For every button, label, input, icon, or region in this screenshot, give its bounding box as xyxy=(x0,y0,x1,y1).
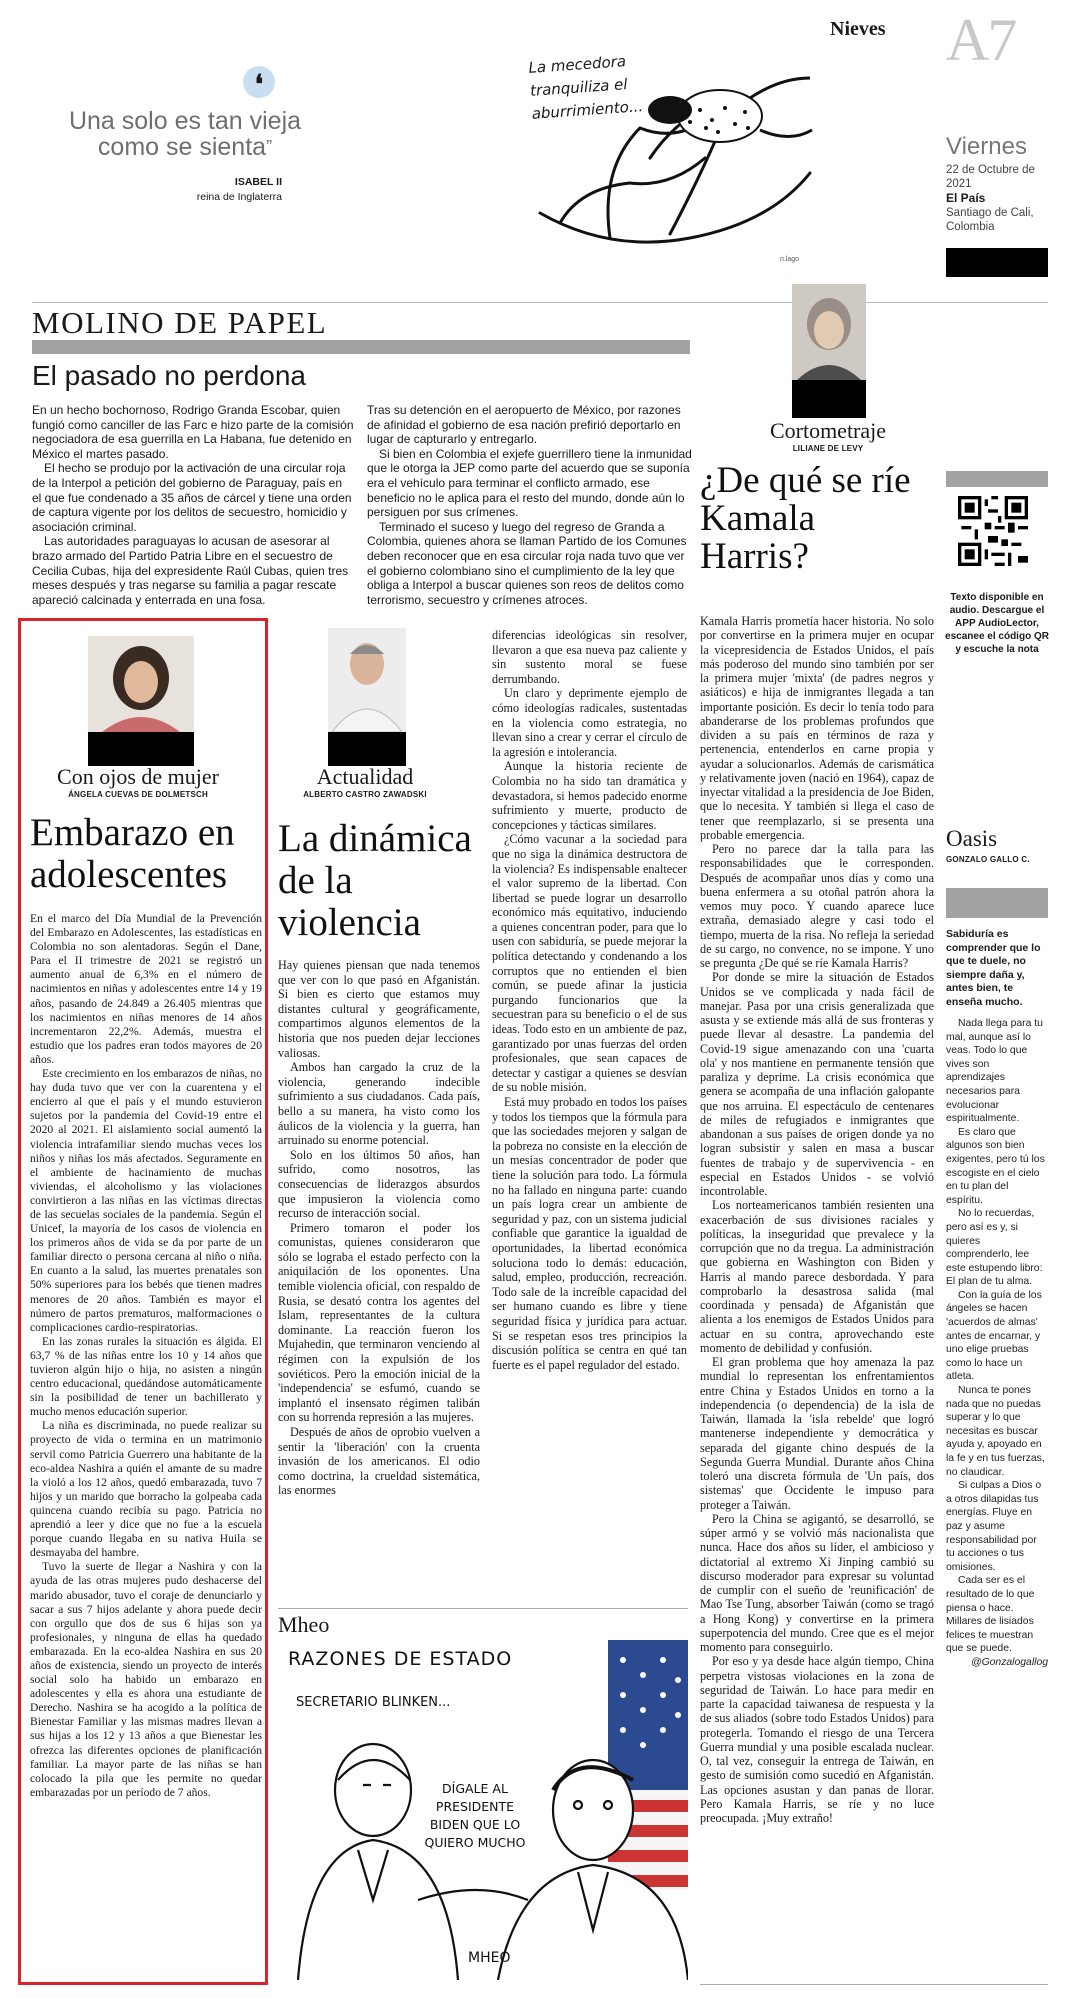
actualidad-headline: La dinámica de la violencia xyxy=(278,817,472,944)
cartoon-signature: n.lago xyxy=(780,256,800,263)
section-title: MOLINO DE PAPEL xyxy=(32,305,328,340)
oasis-author: GONZALO GALLO C. xyxy=(946,855,1030,864)
mheo-label: Mheo xyxy=(278,1612,330,1637)
date: 22 de Octubre de 2021 xyxy=(946,164,1035,190)
editorial-col-1: En un hecho bochornoso, Rodrigo Granda Escobar, quien fungió como canciller de las Farc e hizo parte de la comisión negociadora de esa guerrilla en La Habana, fue detenido en México el martes pasado. El hecho se produjo por la activación de una circular roja de la Interpol a petición del gobierno de Paraguay, país en el que fue condenado a 35 años de cárcel y tiene una orden de captura vigente por los delitos de secuestro, homicidio y asociación criminal. Las autoridades paraguayas lo acusan de asesorar al brazo armado del Partido Patria Libre en el secuestro de Cecilia Cubas, hija del expresidente Raúl Cubas, quien tres meses después y tras negarse su familia a pagar rescate apareció calcinada y enterrada en una fosa. xyxy=(32,403,354,607)
editorial-title: El pasado no perdona xyxy=(32,360,306,391)
mheo-caption: SECRETARIO BLINKEN... xyxy=(296,1695,451,1710)
cortometraje-body: Kamala Harris prometía hacer historia. No solo por convertirse en la primera mujer en ocupar la vicepresidencia de Estados Unidos, el país más poderoso del mundo sino también por ser la primera mujer 'mixta' (de padres negros y asiáticos) e hija de inmigrantes llegada a tan importante posición. Es decir lo tenía todo para abanderarse de los problemas profundos que dividen a su país en términos de raza y pertenencia, entenderlos en carne propia y ayudar a solucionarlos. Además de carismática y relativamente joven (nació en 1964), capaz de inyectar vitalidad a la presidencia de Joe Biden, que lo necesita. Y también si llega el caso de tener que reemplazarlo, si se presenta una probable emergencia. Pero no parece dar la talla para las responsabilidades que le corresponden. Después de acompañar unos días y como una buena enfermera a su otoñal patrón ahora la vemos muy poco. Y cuando aparece luce extraña, demasiado alegre y casi todo el tiempo, muerta de la risa. No refleja la seriedad de su cargo, no convence, no se impone. Y uno se pregunta ¿De qué se ríe Kamala Harris? Por donde se mire la situación de Estados Unidos se ve complicada y nada fácil de manejar. Pasa por una crisis generalizada que asusta y se extiende más allá de sus fronteras y puede llevar al desastre. La pandemia del Covid-19 sigue amenazando con una 'cuarta ola' y nos mantiene en permanente tensión que paraliza y deprime. La crisis económica que genera se acompaña de una inflación galopante que nos arruina. El espectáculo de centenares de miles de refugiados e inmigrantes que abandonan a sus países de origen donde ya no logran subsistir y salen en masa a buscar fuentes de trabajo y de supervivencia - en especial en Estados Unidos - se volvió incontrolable. Los norteamericanos también resienten una exacerbación de sus divisiones raciales y políticas, la inseguridad que prevalece y la corrupción que no da tregua. La administración que gobierna en Washington con Biden y Harris al mando parece desbordada. Y para comprobarlo la desastrosa salida (mal coordinada y pensada) de Afganistán que alienta a los enemigos de Estados Unidos para actuar en su contra, aprovechando este momento de debilidad y confusión. El gran problema que hoy amenaza la paz mundial lo representan los enfrentamientos entre China y Estados Unidos en torno a la independencia (o dependencia) de la isla de Taiwán, llamada la 'isla rebelde' que logró mantenerse independiente y democrática y separada del gigante chino después de la Segunda Guerra Mundial. Durante años China toleró una discreta fórmula de 'Un país, dos sistemas' que Occidente le impuso para proteger a Taiwán. Pero la China se agigantó, se desarrolló, se súper armó y se volvió más nacionalista que nunca. Hace dos años su líder, el ambicioso y dictatorial al extremo Xi Jinping cambió su discurso moderador para expresar su voluntad de cumplir con el sueño de 'reunificación' de Mao Tse Tung, absorber Taiwán (como se tragó a Hong Kong) y convertirse en la primera superpotencia del mundo. Cree que es el mejor momento para conseguirlo. Por eso y ya desde hace algún tiempo, China perpetra vistosas violaciones en la zona de seguridad de Taiwán. Lo hace para medir en parte la capacidad taiwanesa de respuesta y la de sus aliados (sobre todo Estados Unidos) para protegerla. Tomando el riesgo de una Tercera Guerra mundial y una posible escalada nuclear. O, tal vez, conseguir la entrega de Taiwán, en gesto de sumisión como sucedió en Afganistán. Las opciones asustan y dan panas de llorar. Pero Kamala Harris, se ríe y no luce preocupada. ¡Muy extraño! xyxy=(700,614,934,1825)
actualidad-author: ALBERTO CASTRO ZAWADSKI xyxy=(303,790,427,799)
qr-code[interactable] xyxy=(958,496,1028,566)
actualidad-body-col-1: Hay quienes piensan que nada tenemos que ver con lo que pasó en Afganistán. Si bien es cierto que estamos muy distantes cultural y geográficamente, compartimos algunos elementos de la historia que nos pueden dejar lecciones valiosas. Ambos han cargado la cruz de la violencia, generando indecible sufrimiento a sus ciudadanos. Cada país, bello a su manera, ha visto como los áulicos de la violencia y la guerra, han arruinado su enorme potencial. Solo en los últimos 50 años, han sufrido, como nosotros, las consecuencias de liderazgos absurdos que impusieron la violencia como recurso de interacción social. Primero tomaron el poder los comunistas, quienes consideraron que sólo se lograba el estado perfecto con la aniquilación de los oponentes. Una temible violencia oficial, con respaldo de Rusia, se desató contra los agentes del Islam, representantes de la cultura dominante. La reacción fueron los Mujahedin, que terminaron venciendo al régimen con la expulsión de los soviéticos. Pero la emoción inicial de la 'independencia' se esfumó, cuando se implantó el insensato régimen talibán con su horrenda represión a las mujeres. Después de años de oprobio vuelven a sentir la 'liberación' con la cruenta invasión de los americanos. El odio como doctrina, la crueldad sistemática, las enormes xyxy=(278,958,480,1498)
cortometraje-column: Cortometraje xyxy=(769,418,887,443)
sidebar-top-bar xyxy=(946,471,1048,487)
ojos-author: ÁNGELA CUEVAS DE DOLMETSCH xyxy=(68,790,208,799)
cartoon-author: Nieves xyxy=(830,18,886,40)
cartoon-text: La mecedora tranquiliza el aburrimiento... xyxy=(527,52,644,123)
photo-bar xyxy=(88,732,194,766)
top-rule xyxy=(32,302,1048,303)
mheo-signature: MHEO xyxy=(468,1950,511,1966)
section-rule xyxy=(32,340,690,354)
author-photo-liliane xyxy=(792,284,866,380)
actualidad-column: Actualidad xyxy=(316,764,414,789)
actualidad-body-col-2: diferencias ideológicas sin resolver, llevaron a que esa nueva paz caliente y sin sustento moral se fuese derrumbando. Un claro y deprimente ejemplo de cómo ideologías radicales, sustentadas en la violencia como estrategia, no llevan sino a crear y cerrar el círculo de la agresión e intolerancia. Aunque la historia reciente de Colombia no ha sido tan dramática y devastadora, si hemos padecido enorme sufrimiento y muerte, producto de concepciones y tácticas similares. ¿Cómo vacunar a la sociedad para que no siga la dinámica destructora de la violencia? Es indispensable enaltecer el valor supremo de la libertad. Con libertad se puede lograr un desarrollo económico más equitativo, induciendo a quienes concentran poder, para que lo usen con sabiduría, se puede mejorar la política detectando y condenando a los corruptos que no entienden el bien común, se puede afinar la justicia purgando funcionarios que la secuestran para su beneficio o el de sus ideas. Todo esto en un ambiente de paz, garantizado por unas fuerzas del orden profesionales, que sean capaces de detectar y castigar a quienes se desvían de su noble misión. Está muy probado en todos los países y todos los tiempos que la fórmula para que las sociedades mejoren y salgan de la pobreza no consiste en la elección de un mesías concentrador de poder que tiene la solución para todo. La fórmula no ha fallado en ninguna parte: cuando un país logra crear un ambiente de seguridad y paz, con un sistema judicial confiable que garantice la igualdad de oportunidades, la libertad económica soluciona todo lo demás: educación, salud, empleo, producción, recreación. Todo sale de la increíble capacidad del ser humano cuando es libre y tiene seguridad física y jurídica para actuar. Si se respetan esos tres principios la discusión política se centra en qué tan fuerte es el papel regulador del estado. xyxy=(492,628,687,1372)
photo-bar xyxy=(792,380,866,418)
ojos-column: Con ojos de mujer xyxy=(57,764,219,789)
oasis-body: Nada llega para tu mal, aunque así lo veas. Todo lo que vives son aprendizajes necesarios para evolucionar espiritualmente. Es claro que algunos son bien exigentes, pero tú los escogiste en el cielo en tu plan del espíritu. No lo recuerdas, pero así es y, si quieres comprenderlo, lee este estupendo libro: El plan de tu alma. Con la guía de los ángeles se hacen 'acuerdos de almas' antes de encarnar, y uno elige pruebas como lo hace un atleta. Nunca te pones nada que no puedas superar y lo que necesitas es buscar ayuda y, apoyado en la fe y en tus fuerzas, no claudicar. Si culpas a Dios o a otros dilapidas tus energías. Fluye en paz y asume responsabilidad por tu acciones o tus omisiones. Cada ser es el resultado de lo que piensa o hace. Millares de lisiados felices te muestran que se puede. @Gonzalogallog xyxy=(946,1018,1048,1668)
oasis-lead: Sabiduría es comprender que lo que te duele, no siempre daña y, antes bien, te enseña mucho. xyxy=(946,928,1041,1008)
author-photo-alberto xyxy=(328,628,406,732)
editorial-col-2: Tras su detención en el aeropuerto de México, por razones de afinidad el gobierno de esa nación prefirió deportarlo en lugar de capturarlo y entregarlo. Si bien en Colombia el exjefe guerrillero tiene la inmunidad que le otorga la JEP como parte del acuerdo que se suponía era el vehículo para terminar el conflicto armado, ese beneficio no le aplica para el resto del mundo, donde aún lo persiguen por sus crímenes. Terminado el suceso y luego del regreso de Granda a Colombia, quienes ahora se llaman Partido de los Comunes deben reconocer que en esa circular roja nada tuvo que ver el gobierno colombiano sino el cumplimiento de la ley que obliga a Interpol a buscar quienes son reos de delitos como terrorismo, secuestro y crímenes atroces. xyxy=(367,403,692,607)
mheo-bubble: DÍGALE AL PRESIDENTE BIDEN QUE LO QUIERO MUCHO xyxy=(420,1780,530,1852)
page-number: A7 xyxy=(946,7,1016,73)
header-quote: Una solo es tan vieja como se sienta” xyxy=(68,107,302,161)
location: Santiago de Cali, Colombia xyxy=(946,207,1034,233)
oasis-title: Oasis xyxy=(946,826,998,851)
ojos-headline: Embarazo en adolescentes xyxy=(30,811,235,896)
oasis-bar xyxy=(946,888,1048,918)
mheo-rule xyxy=(278,1608,688,1609)
cortometraje-headline: ¿De qué se ríe Kamala Harris? xyxy=(700,460,911,577)
quote-author-role: reina de Inglaterra xyxy=(196,191,282,203)
quote-icon: ❛ xyxy=(243,66,275,98)
bottom-rule xyxy=(700,1984,1048,1985)
weekday: Viernes xyxy=(946,133,1027,160)
cortometraje-author: LILIANE DE LEVY xyxy=(792,444,864,453)
publisher: El País xyxy=(946,191,986,205)
ojos-body: En el marco del Día Mundial de la Prevención del Embarazo en Adolescentes, las estadísticas en Colombia no son alentadoras. Según el Dane, Para el II trimestre de 2021 se registró un aumento anual de 6,3% en el número de nacimientos en niñas y adolescentes entre 14 y 19 años, pasando de 24.849 a 26.405 mientras que los nacimientos en niñas menores de 14 años incrementaron 22,2%. Además, muestra el estudio que los padres eran todos mayores de 20 años. Este crecimiento en los embarazos de niñas, no hay duda tuvo que ver con la cuarentena y el encierro al que el país y el mundo estuvieron sujetos por la pandemia del Covid-19 entre el 2020 al 2021. El aislamiento social aumentó la violencia intrafamiliar siendo muchas veces los niños y niñas los más afectados. Seguramente en el ambiente de hacinamiento de muchas viviendas, el alcoholismo y las violaciones convirtieron a las niñas en las víctimas directas de las secuelas sociales de la pandemia. Según el Unicef, la mayoría de los casos de violencia en los primeros años de vida se da por parte de un familiar directo o persona cercana al niño o niña. En cuanto a la salud, las muertes prenatales son 50% superiores para los bebés que tienen madres menores de 20 años. También es mayor el número de partos prematuros, malformaciones o complicaciones cardio-respiratorias. En las zonas rurales la situación es álgida. El 63,7 % de las niñas entre los 10 y 14 años que tuvieron algún hijo o hija, no asisten a ningún centro educacional, quedándose automáticamente sin la posibilidad de tener un bachillerato y mucho menos educación superior. La niña es discriminada, no puede realizar su proyecto de vida o termina en un matrimonio servil como Patricia Guerrero una habitante de la eco-aldea Nashira a quién el amante de su madre la violó a los 12 años, quedó embarazada, tuvo 7 hijos y un marido que borracho la golpeaba cada quincena cuando recibía su pago. Patricia no aprendió a leer y dice que no fue a la escuela porque cuando llegaba en su nativa Huila se desmayaba del hambre. Tuvo la suerte de llegar a Nashira y con la ayuda de las otras mujeres pudo deshacerse del marido abusador, tuvo el coraje de denunciarlo y sacar a sus 7 hijos adelante y ahora puede decir con orgullo que dos de sus 6 hijas son ya profesionales, y ninguna de ellas ha quedado embarazada. En la eco-aldea Nashira en sus 20 años de existencia, siendo un proyecto de interés social solo ha habido un embarazo en adolescentes y ella es ahora una estudiante de Derecho. Nashira se ha acogido a la política de Bienestar Familiar y las mismas madres llevan a sus hijas a los 12 y 13 años a que Bienestar les ofrezca las diferentes opciones de planificación familiar. La mayor parte de las niñas se han colocado la pila que les permite no quedar embarazadas por un período de 7 años. xyxy=(30,912,262,1799)
mheo-title: RAZONES DE ESTADO xyxy=(288,1648,513,1670)
photo-bar xyxy=(328,732,406,766)
quote-author: ISABEL II xyxy=(234,176,282,188)
qr-text: Texto disponible en audio. Descargue el APP AudioLector, escanee el código QR y escuche la nota xyxy=(945,592,1049,655)
author-photo-angela xyxy=(88,636,194,732)
redaction-bar xyxy=(946,248,1048,277)
